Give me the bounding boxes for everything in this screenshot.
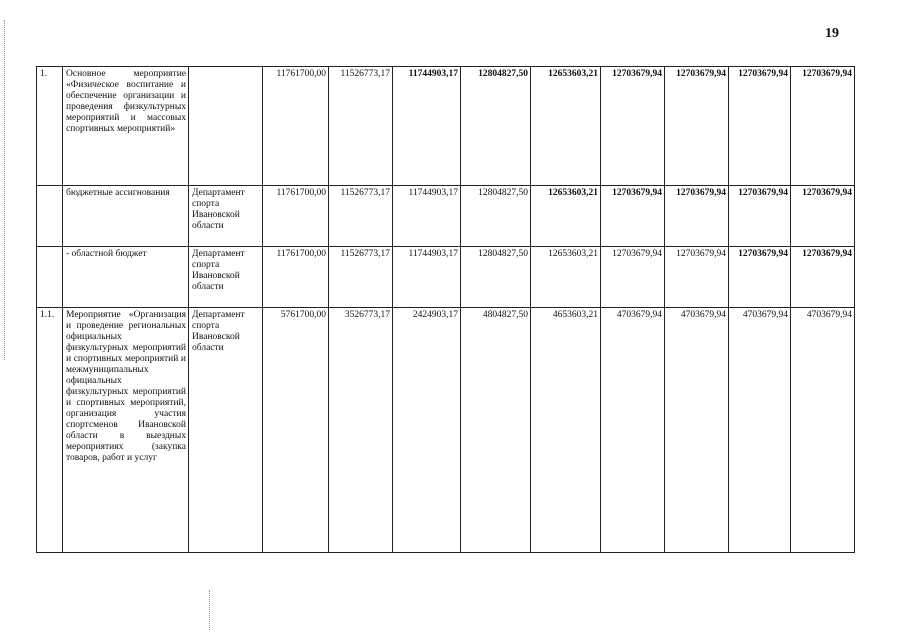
value-cell: 12703679,94 bbox=[729, 67, 791, 186]
value-cell: 12804827,50 bbox=[461, 186, 531, 247]
row-index: 1. bbox=[37, 67, 63, 186]
value-cell: 4804827,50 bbox=[461, 308, 531, 553]
row-name: - областной бюджет bbox=[63, 247, 189, 308]
value-cell: 11744903,17 bbox=[393, 247, 461, 308]
value-cell: 4703679,94 bbox=[729, 308, 791, 553]
scan-margin-mark bbox=[4, 20, 5, 360]
value-cell: 12703679,94 bbox=[601, 186, 665, 247]
value-cell: 12703679,94 bbox=[601, 67, 665, 186]
value-cell: 11761700,00 bbox=[263, 247, 329, 308]
value-cell: 12703679,94 bbox=[665, 186, 729, 247]
table-row-activity-1-1 bbox=[37, 308, 855, 553]
row-name: Мероприятие «Организация и проведение региональных официальных физкультурных мероприятий и спортивных мероприятий и межмуниципальных официальных физкультурных мероприятий и спортивных мероприятий, организация участия спортсменов Ивановской области в выездных мероприятиях (закупка товаров, работ и услуг bbox=[63, 308, 189, 553]
value-cell: 12703679,94 bbox=[791, 186, 855, 247]
value-cell: 5761700,00 bbox=[263, 308, 329, 553]
value-cell: 11526773,17 bbox=[329, 186, 393, 247]
value-cell: 12653603,21 bbox=[531, 247, 601, 308]
table-row-regional-budget bbox=[37, 247, 855, 308]
value-cell: 2424903,17 bbox=[393, 308, 461, 553]
value-cell: 12703679,94 bbox=[665, 67, 729, 186]
row-index bbox=[37, 247, 63, 308]
value-cell: 4653603,21 bbox=[531, 308, 601, 553]
value-cell: 12703679,94 bbox=[665, 247, 729, 308]
value-cell: 12653603,21 bbox=[531, 67, 601, 186]
row-name: бюджетные ассигнования bbox=[63, 186, 189, 247]
row-executor: Департамент спорта Ивановской области bbox=[189, 186, 263, 247]
value-cell: 11744903,17 bbox=[393, 186, 461, 247]
value-cell: 11761700,00 bbox=[263, 186, 329, 247]
row-executor bbox=[189, 67, 263, 186]
row-executor: Департамент спорта Ивановской области bbox=[189, 308, 263, 553]
value-cell: 11526773,17 bbox=[329, 247, 393, 308]
value-cell: 4703679,94 bbox=[791, 308, 855, 553]
row-index: 1.1. bbox=[37, 308, 63, 553]
value-cell: 4703679,94 bbox=[665, 308, 729, 553]
value-cell: 12703679,94 bbox=[601, 247, 665, 308]
value-cell: 12703679,94 bbox=[791, 247, 855, 308]
page-number: 19 bbox=[825, 26, 839, 41]
value-cell: 12703679,94 bbox=[729, 186, 791, 247]
value-cell: 11526773,17 bbox=[329, 67, 393, 186]
value-cell: 12804827,50 bbox=[461, 247, 531, 308]
row-name: Основное мероприятие «Физическое воспитание и обеспечение организации и проведения физкультурных мероприятий и массовых спортивных мероприятий» bbox=[63, 67, 189, 186]
value-cell: 12703679,94 bbox=[791, 67, 855, 186]
table-row-main-activity bbox=[37, 67, 855, 186]
value-cell: 12804827,50 bbox=[461, 67, 531, 186]
value-cell: 4703679,94 bbox=[601, 308, 665, 553]
value-cell: 12653603,21 bbox=[531, 186, 601, 247]
row-index bbox=[37, 186, 63, 247]
table-row-budget-allocations bbox=[37, 186, 855, 247]
value-cell: 11761700,00 bbox=[263, 67, 329, 186]
value-cell: 12703679,94 bbox=[729, 247, 791, 308]
value-cell: 11744903,17 bbox=[393, 67, 461, 186]
row-executor: Департамент спорта Ивановской области bbox=[189, 247, 263, 308]
scan-margin-mark bbox=[209, 590, 210, 630]
budget-table bbox=[36, 66, 855, 553]
value-cell: 3526773,17 bbox=[329, 308, 393, 553]
